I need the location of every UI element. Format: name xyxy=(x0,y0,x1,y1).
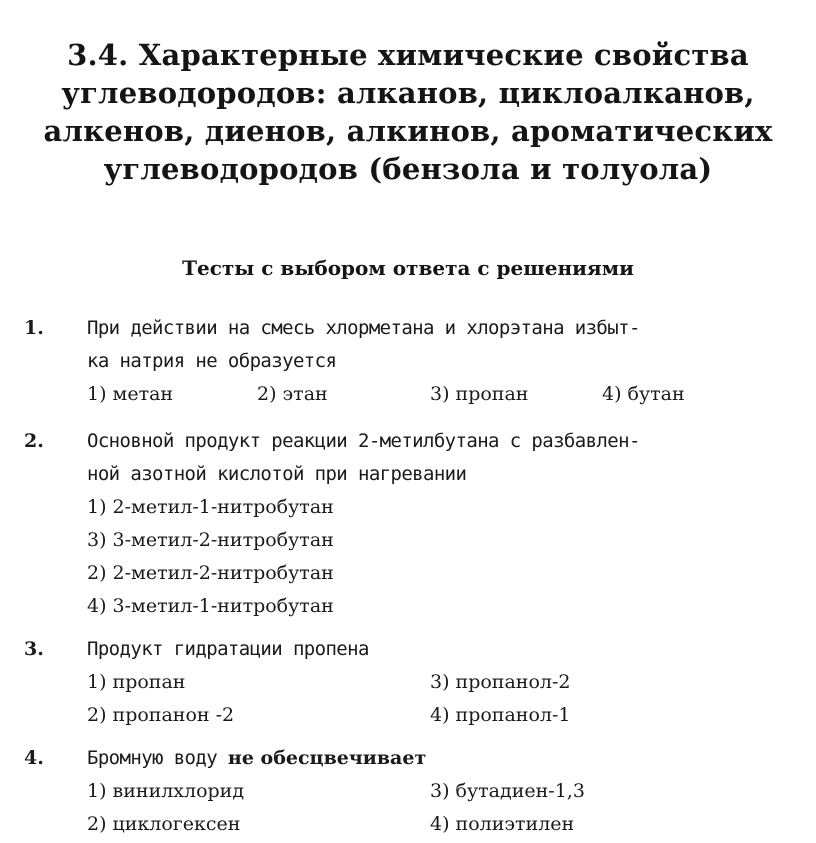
question-text-line: ной азотной кислотой при нагревании xyxy=(87,463,467,485)
question-text-line: Основной продукт реакции 2-метилбутана с разбавлен- xyxy=(87,430,640,452)
answer-option: 1) метан xyxy=(87,383,174,405)
question-text xyxy=(87,742,797,775)
question-number: 4. xyxy=(24,747,44,769)
answer-option: 3) 3-метил-2-нитробутан xyxy=(87,529,334,551)
answer-option: 2) пропанон -2 xyxy=(87,704,235,726)
title-line: 3.4. Характерные химические свойства xyxy=(67,38,749,72)
title-line: алкенов, диенов, алкинов, ароматических xyxy=(43,114,773,148)
question-text-prefix: Бромную воду xyxy=(87,747,228,769)
answer-option: 1) пропан xyxy=(87,671,186,693)
question-text xyxy=(87,425,797,491)
question-number: 1. xyxy=(24,317,44,339)
answer-option: 1) 2-метил-1-нитробутан xyxy=(87,496,334,518)
section-subtitle: Тесты с выбором ответа с решениями xyxy=(182,256,634,280)
answer-option: 2) этан xyxy=(257,383,328,405)
answer-option: 4) пропанол-1 xyxy=(430,704,571,726)
answer-option: 1) винилхлорид xyxy=(87,780,245,802)
answer-option: 3) пропанол-2 xyxy=(430,671,571,693)
answer-option: 3) пропан xyxy=(430,383,529,405)
title-line: углеводородов: алканов, циклоалканов, xyxy=(61,76,755,110)
question-text xyxy=(87,633,797,666)
answer-option: 4) бутан xyxy=(602,383,685,405)
question-number: 3. xyxy=(24,638,44,660)
question-text-line: Продукт гидратации пропена xyxy=(87,638,369,660)
answer-option: 4) полиэтилен xyxy=(430,813,575,835)
question-text-line: При действии на смесь хлорметана и хлорэтана избыт- xyxy=(87,317,640,339)
answer-option: 2) циклогексен xyxy=(87,813,241,835)
question-text-line xyxy=(87,742,797,775)
answer-option: 3) бутадиен-1,3 xyxy=(430,780,585,802)
answer-option: 4) 3-метил-1-нитробутан xyxy=(87,595,334,617)
question-text-emphasis: не обесцвечивает xyxy=(227,747,427,769)
answer-option: 2) 2-метил-2-нитробутан xyxy=(87,562,334,584)
question-number: 2. xyxy=(24,430,44,452)
question-text xyxy=(87,312,797,378)
title-line: углеводородов (бензола и толуола) xyxy=(103,152,713,186)
question-text-line: ка натрия не образуется xyxy=(87,350,337,372)
section-title xyxy=(20,36,796,188)
